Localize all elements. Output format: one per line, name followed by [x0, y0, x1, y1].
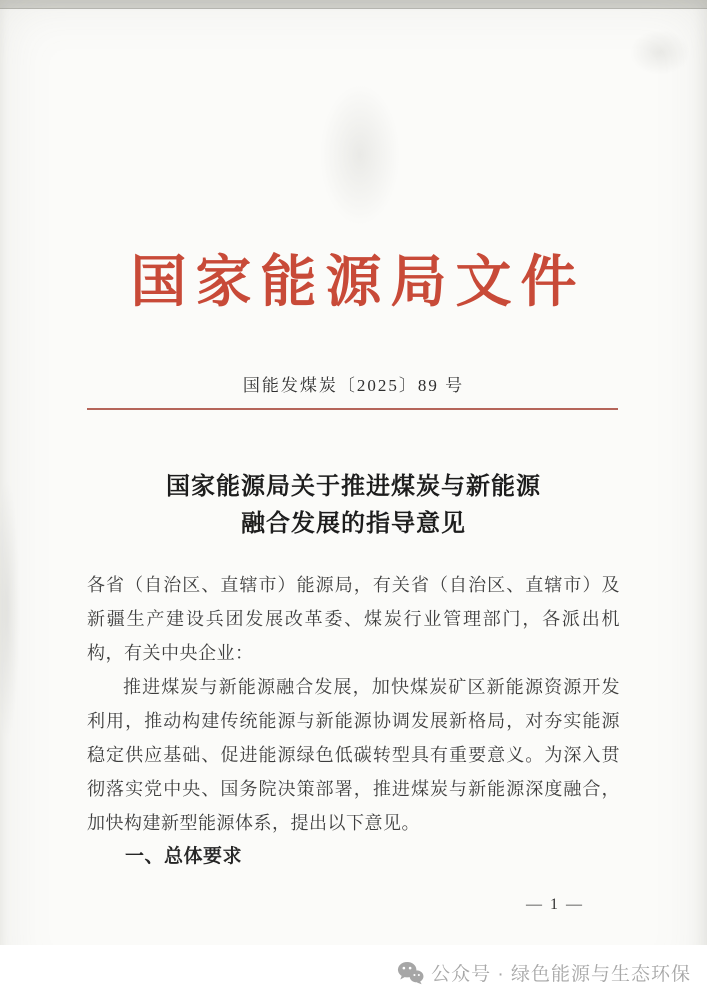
addressee-paragraph: 各省（自治区、直辖市）能源局，有关省（自治区、直辖市）及新疆生产建设兵团发展改革委、煤炭行业管理部门，各派出机构，有关中央企业：	[87, 575, 620, 663]
document-body	[87, 568, 620, 874]
scan-artifact	[630, 30, 690, 75]
wechat-icon	[397, 961, 424, 985]
body-paragraph: 推进煤炭与新能源融合发展，加快煤炭矿区新能源资源开发利用，推动构建传统能源与新能源协调发展新格局，对夯实能源稳定供应基础、促进能源绿色低碳转型具有重要意义。为深入贯彻落实党中央、国务院决策部署，推进煤炭与新能源深度融合，加快构建新型能源体系，提出以下意见。	[87, 677, 620, 833]
document-title-line-1: 国家能源局关于推进煤炭与新能源	[166, 474, 541, 500]
red-divider-rule	[87, 408, 618, 410]
scan-artifact	[320, 85, 400, 225]
page-number: — 1 —	[526, 896, 584, 913]
document-title	[0, 469, 707, 543]
section-heading: 一、总体要求	[125, 846, 243, 867]
scan-edge-strip	[0, 0, 707, 9]
wechat-watermark-bar	[0, 945, 707, 1000]
document-number: 国能发煤炭〔2025〕89 号	[242, 376, 465, 395]
agency-header: 国家能源局文件	[130, 252, 586, 314]
document-title-line-2: 融合发展的指导意见	[241, 511, 466, 537]
wechat-account-label: 公众号 · 绿色能源与生态环保	[431, 964, 691, 985]
